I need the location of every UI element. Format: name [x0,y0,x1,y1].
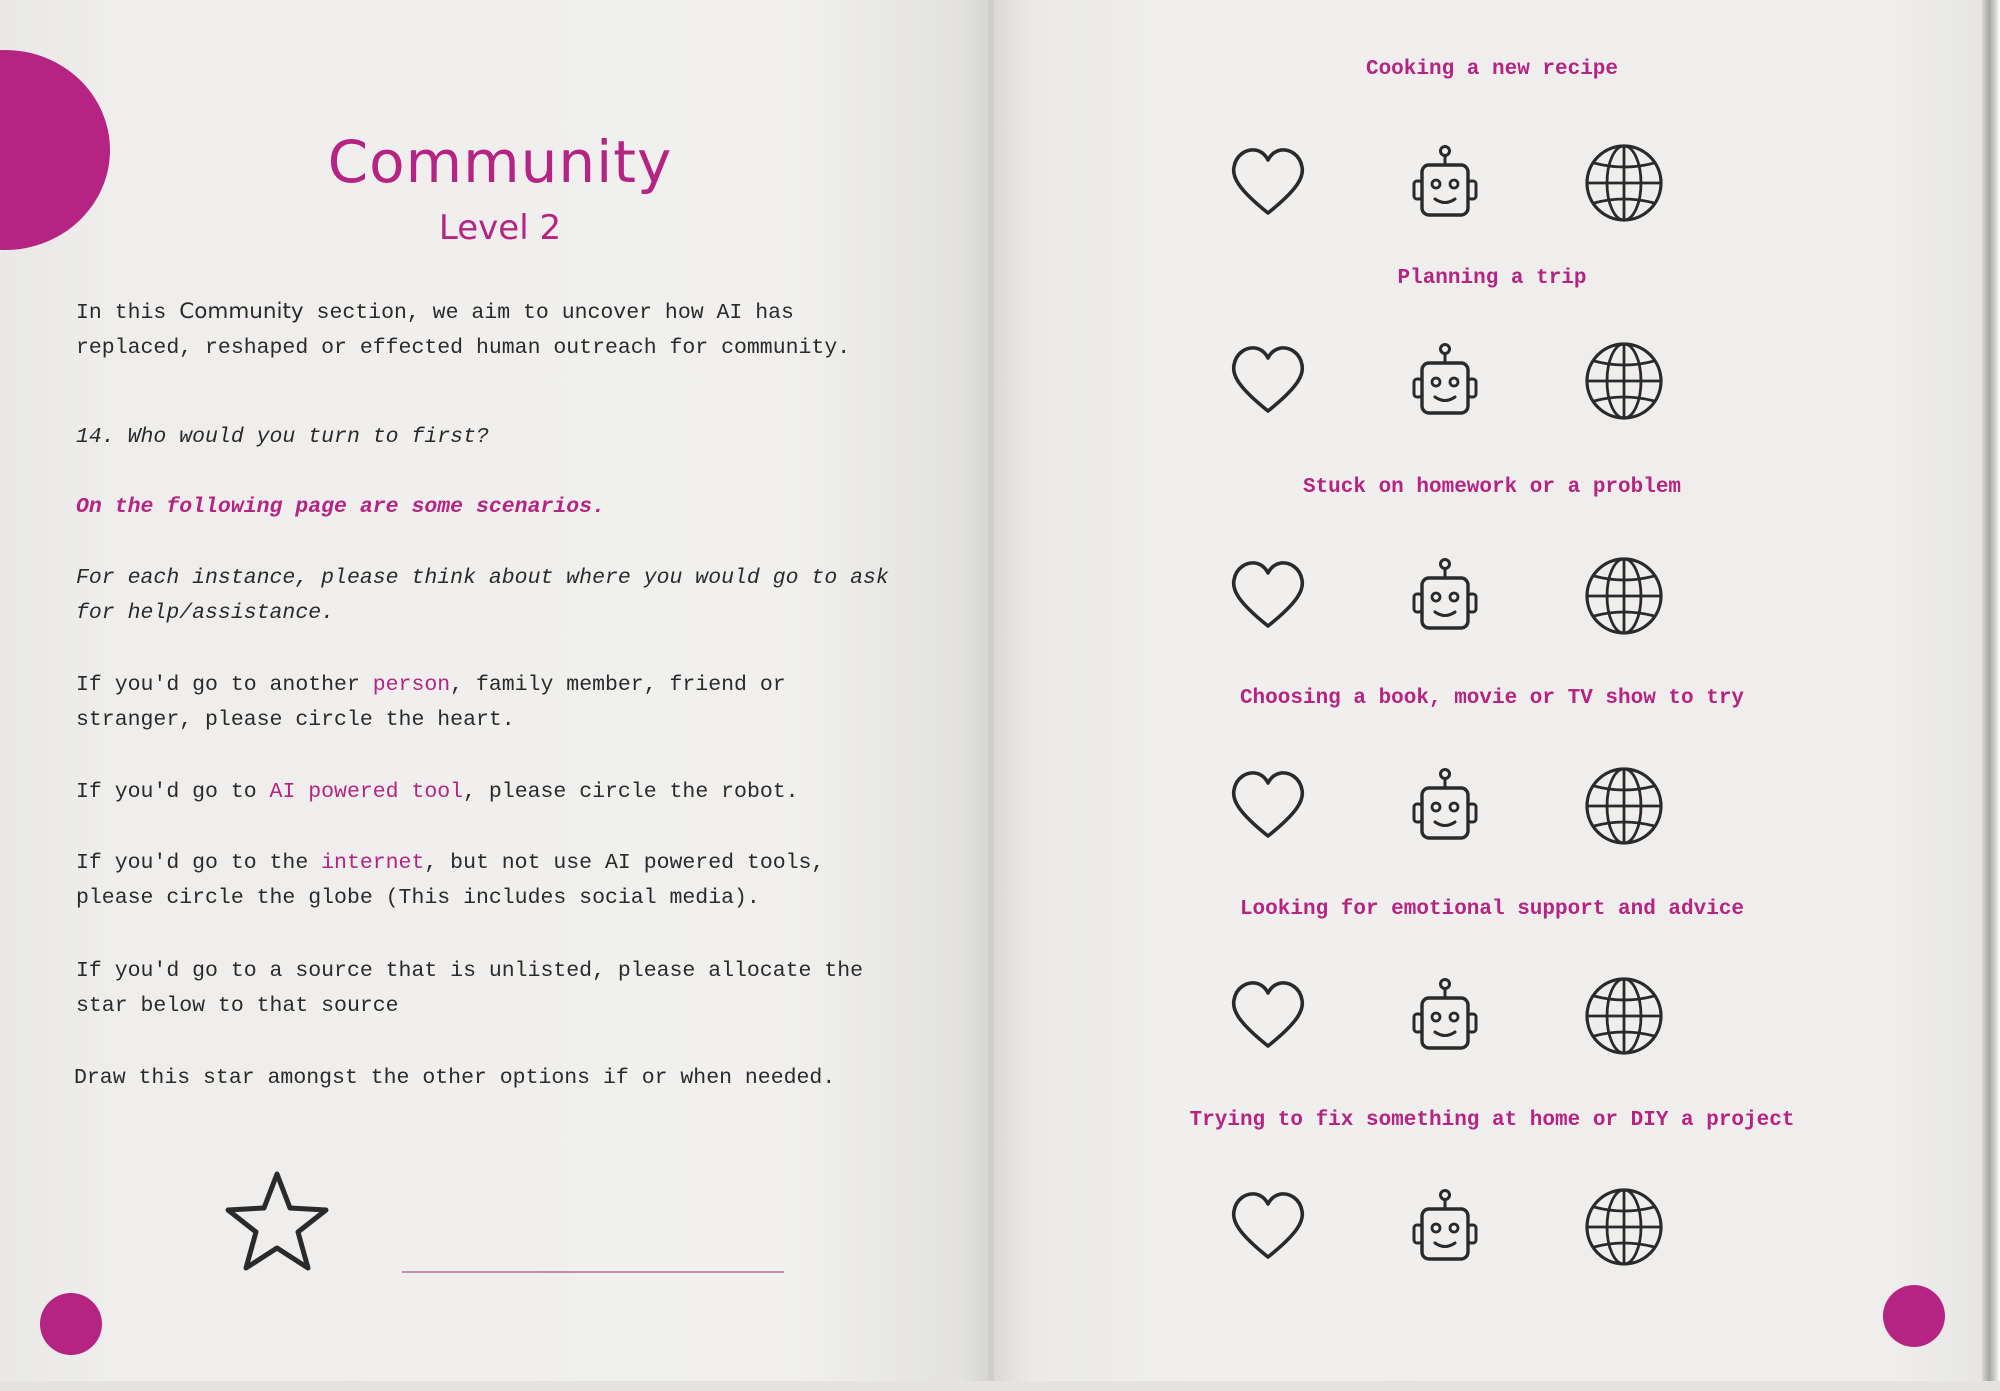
globe-icon[interactable] [1584,143,1664,223]
scenario-label: Choosing a book, movie or TV show to try [1239,687,1745,710]
scenario-label: Planning a trip [1397,267,1587,290]
page-subtitle: Level 2 [438,208,562,248]
scenario-note: On the following page are some scenarios. [76,495,605,519]
question-text: 14. Who would you turn to first? [76,425,489,449]
heart-icon[interactable] [1228,143,1308,223]
instruction-paragraph: For each instance, please think about where you would go to ask for help/assistance. [76,566,889,625]
page-title: Community [327,128,673,196]
bottom-edge [0,1381,2000,1391]
globe-icon[interactable] [1584,1187,1664,1267]
globe-icon[interactable] [1584,976,1664,1056]
heart-icon[interactable] [1228,341,1308,421]
robot-icon[interactable] [1405,1187,1485,1267]
scenario-label: Stuck on homework or a problem [1302,476,1682,499]
left-page-dot [40,1293,102,1355]
heart-icon[interactable] [1228,556,1308,636]
star-icon[interactable] [222,1168,332,1274]
scenario-label: Trying to fix something at home or DIY a project [1189,1109,1795,1132]
robot-icon[interactable] [1405,766,1485,846]
right-page-dot [1883,1285,1945,1347]
heart-icon[interactable] [1228,976,1308,1056]
person-instruction: If you'd go to another person, family member, friend or stranger, please circle the heart. [76,673,786,732]
globe-icon[interactable] [1584,556,1664,636]
star-source-line[interactable] [402,1271,784,1273]
robot-icon[interactable] [1405,556,1485,636]
robot-icon[interactable] [1405,143,1485,223]
heart-icon[interactable] [1228,1187,1308,1267]
globe-icon[interactable] [1584,766,1664,846]
intro-paragraph: In this Community section, we aim to uncover how AI has replaced, reshaped or effected human outreach for community. [76,299,851,360]
globe-icon[interactable] [1584,341,1664,421]
internet-instruction: If you'd go to the internet, but not use AI powered tools, please circle the globe (This includes social media). [76,851,825,910]
ai-instruction: If you'd go to AI powered tool, please circle the robot. [76,780,799,804]
draw-star-instruction: Draw this star amongst the other options if or when needed. [74,1066,836,1090]
scenario-label: Cooking a new recipe [1365,58,1619,81]
heart-icon[interactable] [1228,766,1308,846]
unlisted-instruction: If you'd go to a source that is unlisted, please allocate the star below to that source [76,959,864,1018]
robot-icon[interactable] [1405,341,1485,421]
robot-icon[interactable] [1405,976,1485,1056]
scenario-label: Looking for emotional support and advice [1239,898,1745,921]
